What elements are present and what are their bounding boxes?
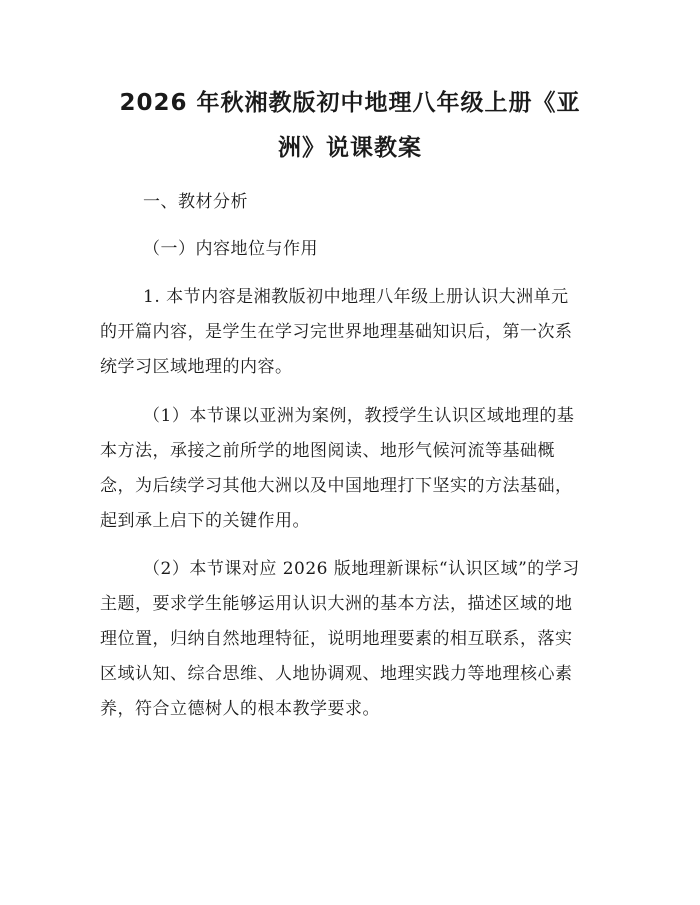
- paragraph-1-line-1: 1. 本节内容是湘教版初中地理八年级上册认识大洲单元: [143, 287, 569, 307]
- paragraph-3-line-5: 养，符合立德树人的根本教学要求。: [100, 699, 380, 719]
- paragraph-2-line-1: （1）本节课以亚洲为案例，教授学生认识区域地理的基: [143, 406, 575, 426]
- section-heading: 一、教材分析: [143, 192, 248, 212]
- paragraph-1-line-3: 统学习区域地理的内容。: [100, 357, 293, 377]
- paragraph-2-line-3: 念，为后续学习其他大洲以及中国地理打下坚实的方法基础，: [100, 476, 573, 496]
- paragraph-2-line-4: 起到承上启下的关键作用。: [100, 511, 310, 531]
- paragraph-3-line-3: 理位置，归纳自然地理特征，说明地理要素的相互联系，落实: [100, 629, 573, 649]
- paragraph-1-line-2: 的开篇内容，是学生在学习完世界地理基础知识后，第一次系: [100, 322, 573, 342]
- document-title-line-1: 2026 年秋湘教版初中地理八年级上册《亚: [119, 90, 581, 116]
- paragraph-2-line-2: 本方法，承接之前所学的地图阅读、地形气候河流等基础概: [100, 441, 555, 461]
- paragraph-3-line-1: （2）本节课对应 2026 版地理新课标“认识区域”的学习: [143, 559, 580, 579]
- paragraph-3-line-4: 区域认知、综合思维、人地协调观、地理实践力等地理核心素: [100, 664, 573, 684]
- subsection-heading: （一）内容地位与作用: [143, 239, 318, 259]
- document-title-line-2: 洲》说课教案: [278, 135, 422, 161]
- paragraph-3-line-2: 主题，要求学生能够运用认识大洲的基本方法，描述区域的地: [100, 594, 573, 614]
